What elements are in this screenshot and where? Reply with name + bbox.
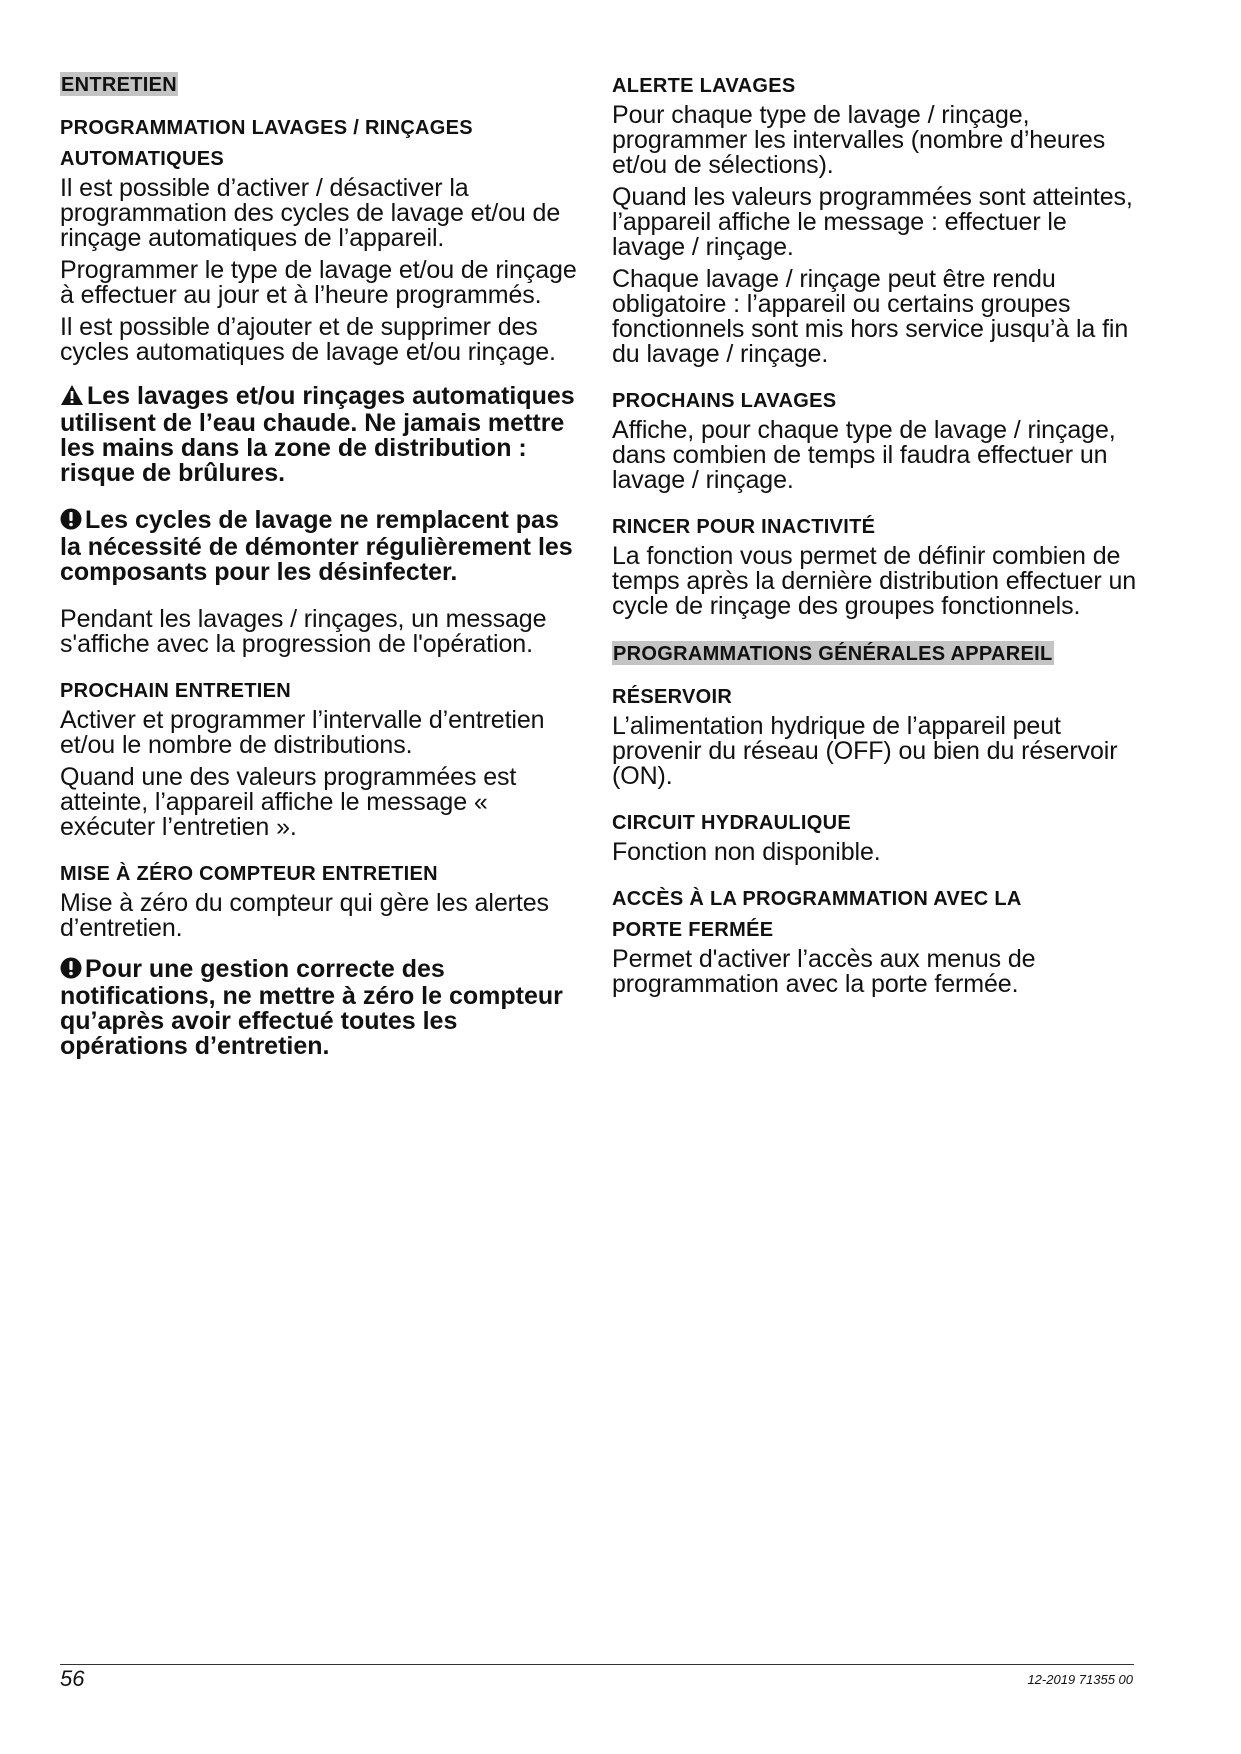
prog-auto-paragraph-1: Il est possible d’activer / désactiver la programmation des cycles de lavage et/ou de rinçage automatiques de l’appareil. bbox=[60, 174, 561, 252]
notice-reset-text: Pour une gestion correcte des notifications, ne mettre à zéro le compteur qu’après avoir effectué toutes les opérations d’entretien. bbox=[60, 955, 563, 1060]
next-maintenance-paragraph-2: Quand une des valeurs programmées est atteinte, l’appareil affiche le message « exécuter l’entretien ». bbox=[60, 763, 517, 841]
rinse-inactivity-paragraph: La fonction vous permet de définir combien de temps après la dernière distribution effectuer un cycle de rinçage des groupes fonctionnels. bbox=[612, 542, 1137, 620]
footer-divider bbox=[60, 1664, 1134, 1665]
heading-tank: RÉSERVOIR bbox=[612, 686, 733, 708]
right-column bbox=[612, 72, 1142, 1004]
progress-paragraph: Pendant les lavages / rinçages, un message s'affiche avec la progression de l'opération. bbox=[60, 605, 547, 658]
notice-disassembly bbox=[60, 508, 583, 585]
heading-next-maintenance: PROCHAIN ENTRETIEN bbox=[60, 680, 291, 702]
heading-hydraulic: CIRCUIT HYDRAULIQUE bbox=[612, 812, 852, 834]
wash-alert-paragraph-2: Quand les valeurs programmées sont atteintes, l’appareil affiche le message : effectuer le lavage / rinçage. bbox=[612, 183, 1133, 261]
notice-reset bbox=[60, 957, 583, 1059]
exclamation-circle-icon bbox=[60, 957, 82, 984]
wash-alert-paragraph-1: Pour chaque type de lavage / rinçage, programmer les intervalles (nombre d’heures et/ou de sélections). bbox=[612, 101, 1106, 179]
heading-prog-auto-line1: PROGRAMMATION LAVAGES / RINÇAGES bbox=[60, 117, 473, 139]
heading-wash-alert: ALERTE LAVAGES bbox=[612, 75, 796, 97]
door-access-paragraph: Permet d'activer l’accès aux menus de programmation avec la porte fermée. bbox=[612, 945, 1036, 998]
notice-disassembly-text: Les cycles de lavage ne remplacent pas la nécessité de démonter régulièrement les composants pour les désinfecter. bbox=[60, 506, 573, 586]
reset-counter-paragraph: Mise à zéro du compteur qui gère les alertes d’entretien. bbox=[60, 889, 549, 942]
section-title-entretien: ENTRETIEN bbox=[61, 74, 178, 96]
page-number: 56 bbox=[60, 1666, 85, 1691]
next-maintenance-paragraph-1: Activer et programmer l’intervalle d’entretien et/ou le nombre de distributions. bbox=[60, 706, 545, 759]
document-reference: 12-2019 71355 00 bbox=[1027, 1672, 1133, 1687]
heading-prog-auto-line2: AUTOMATIQUES bbox=[60, 148, 224, 170]
section-title-general-settings: PROGRAMMATIONS GÉNÉRALES APPAREIL bbox=[613, 643, 1053, 665]
hydraulic-paragraph: Fonction non disponible. bbox=[612, 838, 881, 866]
heading-reset-counter: MISE À ZÉRO COMPTEUR ENTRETIEN bbox=[60, 863, 438, 885]
heading-rinse-inactivity: RINCER POUR INACTIVITÉ bbox=[612, 516, 876, 538]
left-column bbox=[60, 72, 583, 1081]
warning-triangle-icon bbox=[60, 384, 84, 411]
exclamation-circle-icon bbox=[60, 508, 82, 535]
heading-next-washes: PROCHAINS LAVAGES bbox=[612, 390, 837, 412]
prog-auto-paragraph-3: Il est possible d’ajouter et de supprimer des cycles automatiques de lavage et/ou rinçage. bbox=[60, 313, 556, 366]
heading-door-access-line2: PORTE FERMÉE bbox=[612, 919, 774, 941]
prog-auto-paragraph-2: Programmer le type de lavage et/ou de rinçage à effectuer au jour et à l’heure programmés. bbox=[60, 256, 577, 309]
heading-door-access-line1: ACCÈS À LA PROGRAMMATION AVEC LA bbox=[612, 888, 1022, 910]
warning-hot-water-text: Les lavages et/ou rinçages automatiques utilisent de l’eau chaude. Ne jamais mettre les mains dans la zone de distribution : risque de brûlures. bbox=[60, 382, 575, 487]
warning-hot-water bbox=[60, 384, 583, 486]
tank-paragraph: L’alimentation hydrique de l’appareil peut provenir du réseau (OFF) ou bien du réservoir (ON). bbox=[612, 712, 1118, 790]
next-washes-paragraph: Affiche, pour chaque type de lavage / rinçage, dans combien de temps il faudra effectuer un lavage / rinçage. bbox=[612, 416, 1116, 494]
wash-alert-paragraph-3: Chaque lavage / rinçage peut être rendu obligatoire : l’appareil ou certains groupes fonctionnels sont mis hors service jusqu’à la fin du lavage / rinçage. bbox=[612, 265, 1129, 368]
